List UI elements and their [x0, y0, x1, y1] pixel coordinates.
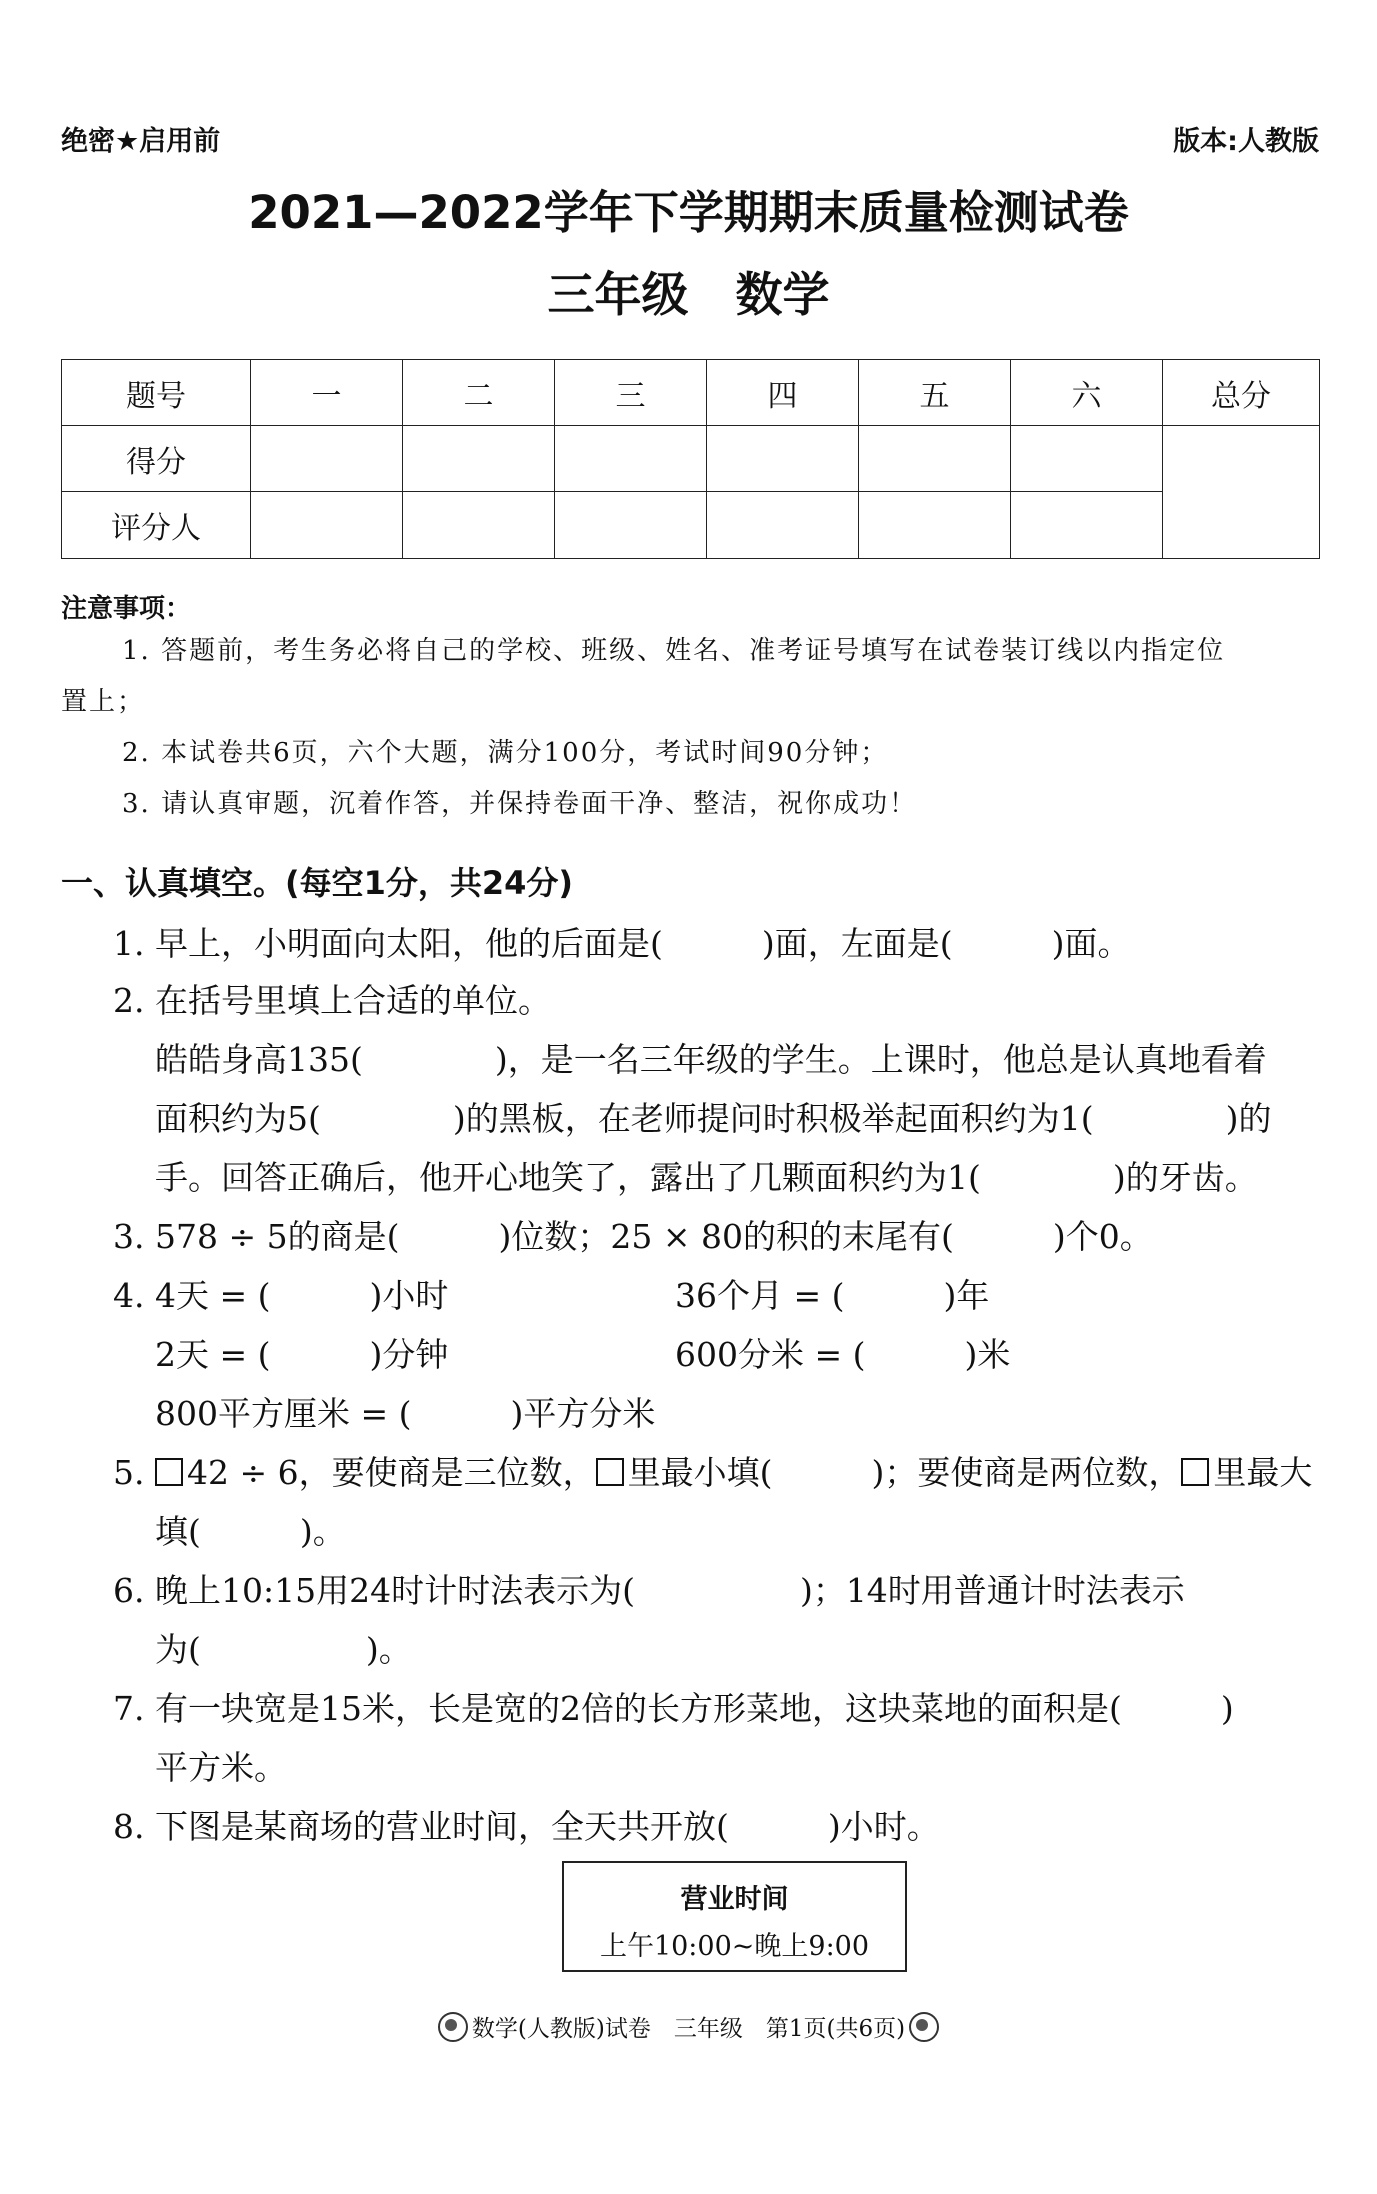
grader-cell[interactable]: [403, 492, 555, 559]
question-7-line: 平方米。: [155, 1748, 287, 1787]
page-subtitle: 三年级 数学: [547, 268, 830, 323]
business-hours-box: [562, 1861, 907, 1972]
question-5-text: 里最小填( )；要使商是两位数，: [627, 1453, 1182, 1492]
seal-icon: [438, 2012, 468, 2042]
question-4-c: 2天 = ( )分钟: [155, 1335, 449, 1374]
question-3: 3. 578 ÷ 5的商是( )位数；25 × 80的积的末尾有( )个0。: [113, 1217, 1153, 1256]
question-8: 8. 下图是某商场的营业时间，全天共开放( )小时。: [113, 1807, 940, 1846]
row-label-grader: 评分人: [62, 492, 251, 559]
blank-box-icon: [155, 1458, 183, 1486]
question-5: [113, 1447, 1312, 1494]
score-cell[interactable]: [1011, 426, 1163, 492]
question-4-d: 600分米 = ( )米: [675, 1335, 1011, 1374]
table-header-cell: 五: [859, 360, 1011, 426]
question-1: 1. 早上，小明面向太阳，他的后面是( )面，左面是( )面。: [113, 924, 1131, 963]
table-row: [62, 426, 1320, 492]
question-4-b: 36个月 = ( )年: [675, 1276, 990, 1315]
question-5-text: 里最大: [1213, 1453, 1313, 1492]
notice-item: 3. 请认真审题，沉着作答，并保持卷面干净、整洁，祝你成功！: [122, 789, 918, 819]
table-header-cell: 三: [555, 360, 707, 426]
notice-item: 置上；: [61, 687, 146, 717]
question-4-e: 800平方厘米 = ( )平方分米: [155, 1394, 656, 1433]
question-2: 2. 在括号里填上合适的单位。: [113, 981, 551, 1020]
page-title: 2021—2022学年下学期期末质量检测试卷: [248, 186, 1129, 239]
score-cell[interactable]: [555, 426, 707, 492]
confidential-label: 绝密★启用前: [61, 126, 221, 157]
blank-box-icon: [596, 1458, 624, 1486]
row-label-score: 得分: [62, 426, 251, 492]
notice-heading: 注意事项：: [61, 594, 192, 624]
grader-cell[interactable]: [251, 492, 403, 559]
version-label: 版本:人教版: [1173, 126, 1319, 157]
table-row: [62, 492, 1320, 559]
question-7: 7. 有一块宽是15米，长是宽的2倍的长方形菜地，这块菜地的面积是( ): [113, 1689, 1234, 1728]
table-header-cell: 四: [707, 360, 859, 426]
question-2-line: 面积约为5( )的黑板，在老师提问时积极举起面积约为1( )的: [155, 1099, 1272, 1138]
grader-cell[interactable]: [555, 492, 707, 559]
question-5-text: 42 ÷ 6，要使商是三位数，: [187, 1453, 596, 1492]
question-4-a: 4. 4天 = ( )小时: [113, 1276, 449, 1315]
section-heading: 一、认真填空。(每空1分，共24分): [61, 864, 574, 902]
score-cell[interactable]: [707, 426, 859, 492]
question-2-line: 皓皓身高135( )，是一名三年级的学生。上课时，他总是认真地看着: [155, 1040, 1267, 1079]
notice-item: 1. 答题前，考生务必将自己的学校、班级、姓名、准考证号填写在试卷装订线以内指定位: [122, 636, 1226, 666]
page-footer: [0, 2010, 1377, 2043]
table-header-cell: 总分: [1163, 360, 1320, 426]
blank-box-icon: [1181, 1458, 1209, 1486]
question-5-number: 5.: [113, 1453, 145, 1492]
seal-icon: [909, 2012, 939, 2042]
question-6: 6. 晚上10:15用24时计时法表示为( )；14时用普通计时法表示: [113, 1571, 1185, 1610]
table-header-cell: 二: [403, 360, 555, 426]
question-5-line: 填( )。: [155, 1512, 346, 1551]
business-hours-title: 营业时间: [680, 1884, 789, 1915]
table-header-cell: 题号: [62, 360, 251, 426]
business-hours-text: 上午10:00~晚上9:00: [599, 1931, 870, 1962]
table-header-cell: 一: [251, 360, 403, 426]
question-6-line: 为( )。: [155, 1630, 412, 1669]
grader-cell[interactable]: [1011, 492, 1163, 559]
score-cell[interactable]: [251, 426, 403, 492]
footer-text: 数学(人教版)试卷 三年级 第1页(共6页): [471, 2016, 906, 2042]
question-2-line: 手。回答正确后，他开心地笑了，露出了几颗面积约为1( )的牙齿。: [155, 1158, 1258, 1197]
grader-cell[interactable]: [707, 492, 859, 559]
score-cell[interactable]: [859, 426, 1011, 492]
table-header-cell: 六: [1011, 360, 1163, 426]
notice-item: 2. 本试卷共6页，六个大题，满分100分，考试时间90分钟；: [122, 738, 889, 768]
score-cell[interactable]: [403, 426, 555, 492]
total-score-cell[interactable]: [1163, 426, 1320, 559]
score-table: [61, 359, 1320, 559]
score-table-header-row: [62, 360, 1320, 426]
grader-cell[interactable]: [859, 492, 1011, 559]
